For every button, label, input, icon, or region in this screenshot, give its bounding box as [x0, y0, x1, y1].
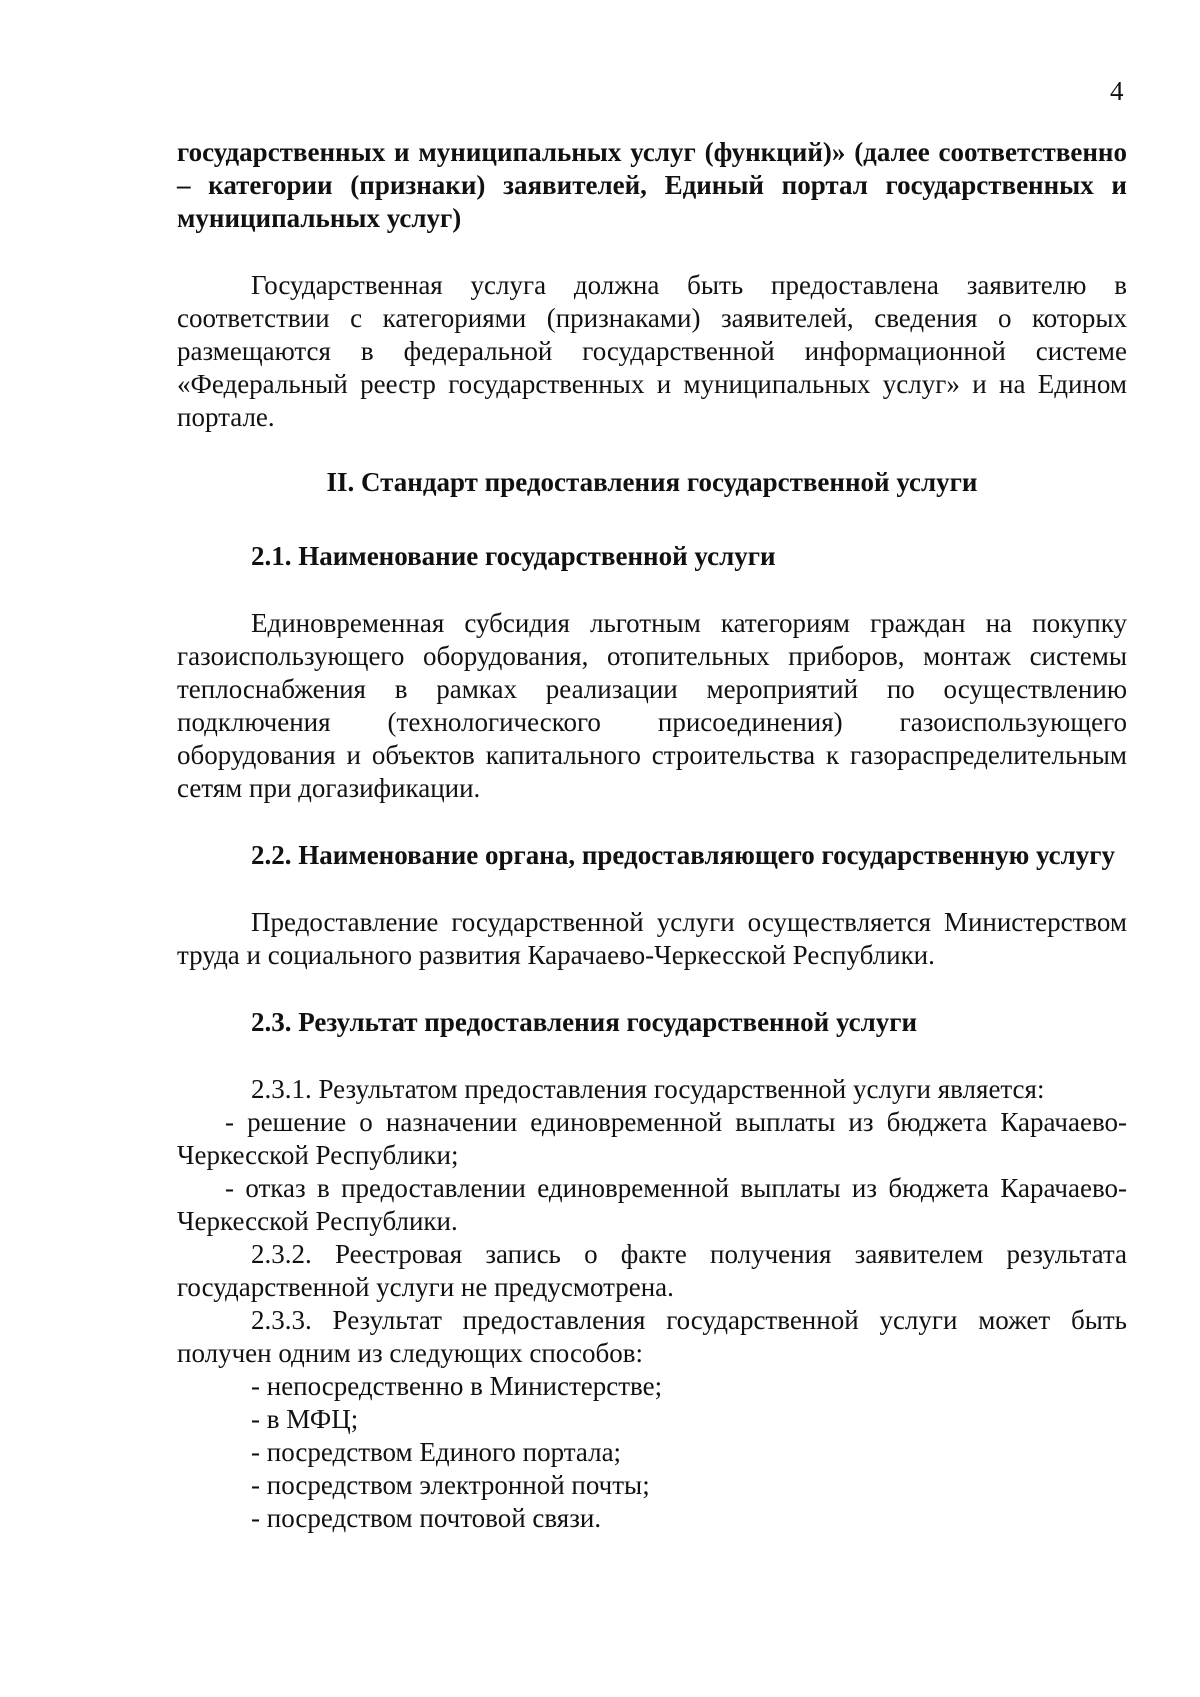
- heading-2-2: 2.2. Наименование органа, предоставляющего государственную услугу: [251, 840, 1116, 870]
- result-item-refusal: - отказ в предоставлении единовременной выплаты из бюджета Карачаево-Черкесской Республики.: [177, 1173, 1127, 1236]
- list-item: - посредством почтовой связи.: [251, 1503, 602, 1533]
- intro-bold-paragraph: государственных и муниципальных услуг (функций)» (далее соответственно – категории (признаки) заявителей, Единый портал государственных и муниципальных услуг): [177, 137, 1127, 233]
- paragraph-2-3-2: 2.3.2. Реестровая запись о факте получения заявителем результата государственной услуги не предусмотрена.: [177, 1239, 1127, 1302]
- heading-2-3: 2.3. Результат предоставления государственной услуги: [251, 1007, 918, 1037]
- list-item: - непосредственно в Министерстве;: [251, 1371, 663, 1401]
- list-item: - посредством Единого портала;: [251, 1437, 622, 1467]
- heading-2-1: 2.1. Наименование государственной услуги: [251, 541, 776, 571]
- result-item-decision: - решение о назначении единовременной выплаты из бюджета Карачаево-Черкесской Республики;: [177, 1107, 1127, 1170]
- intro-paragraph: Государственная услуга должна быть предоставлена заявителю в соответствии с категориями (признаками) заявителей, сведения о которых размещаются в федеральной государственной информационной системе «Федеральный реестр государственных и муниципальных услуг» и на Едином портале.: [177, 270, 1127, 432]
- list-item: - посредством электронной почты;: [251, 1470, 650, 1500]
- paragraph-2-3-1: 2.3.1. Результатом предоставления государственной услуги является:: [251, 1074, 1045, 1104]
- section-title: II. Стандарт предоставления государственной услуги: [326, 467, 978, 497]
- list-item: - в МФЦ;: [251, 1404, 359, 1434]
- document-body: [177, 136, 1127, 1535]
- paragraph-2-2: Предоставление государственной услуги осуществляется Министерством труда и социального развития Карачаево-Черкесской Республики.: [177, 907, 1127, 970]
- page-number: 4: [1110, 76, 1124, 106]
- paragraph-2-1: Единовременная субсидия льготным категориям граждан на покупку газоиспользующего оборудования, отопительных приборов, монтаж системы теплоснабжения в рамках реализации мероприятий по осуществлению подключения (технологического присоединения) газоиспользующего оборудования и объектов капитального строительства к газораспределительным сетям при догазификации.: [177, 608, 1127, 803]
- delivery-ways-list: [177, 1370, 1127, 1535]
- paragraph-2-3-3: 2.3.3. Результат предоставления государственной услуги может быть получен одним из следующих способов:: [177, 1305, 1127, 1368]
